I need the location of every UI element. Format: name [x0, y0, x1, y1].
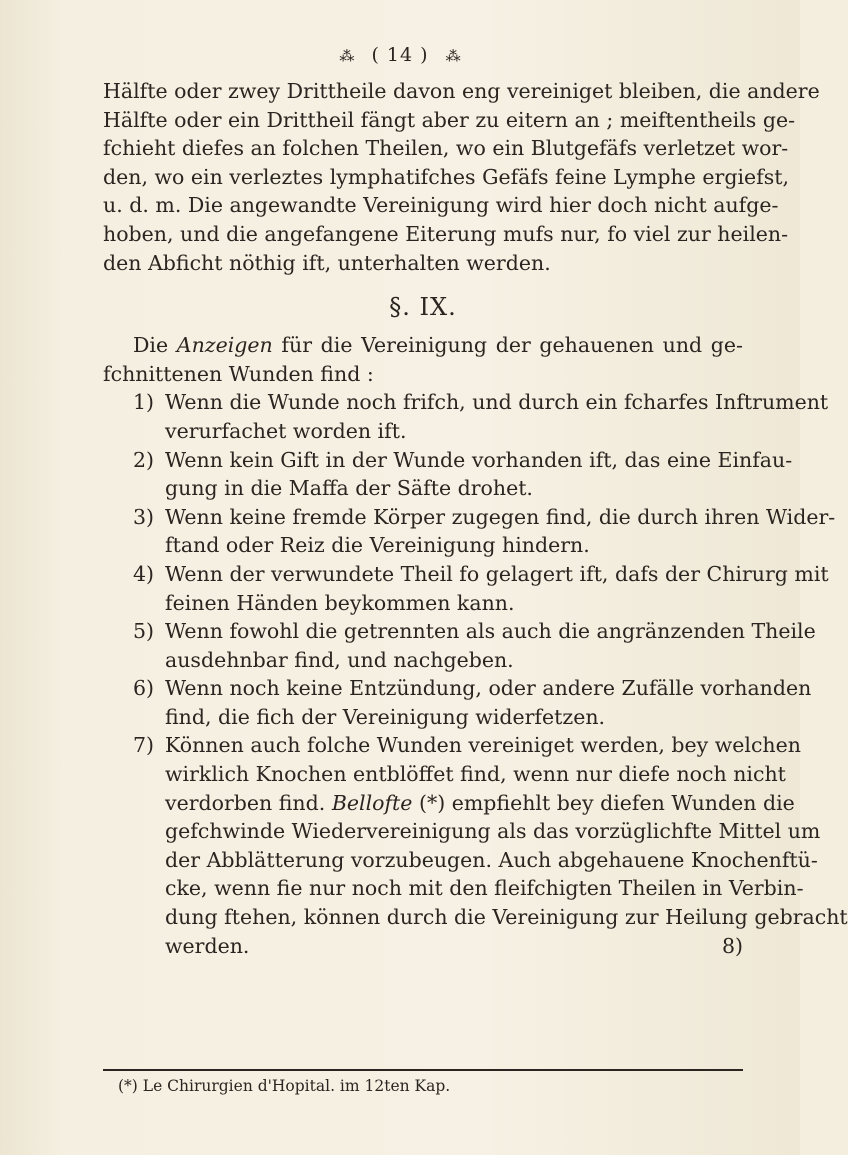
item-text: gefchwinde Wiedervereinigung als das vorzüglichfte Mittel um: [165, 819, 821, 844]
item-text: cke, wenn fie nur noch mit den fleifchigten Theilen in Verbin-: [165, 876, 804, 901]
intro-paragraph: [103, 331, 743, 388]
section-heading: §. IX.: [389, 293, 457, 322]
item-text: verurfachet worden ift.: [165, 418, 407, 443]
list-item: [103, 503, 836, 560]
item-number: 7): [133, 733, 155, 758]
item-text: find, die fich der Vereinigung widerfetzen.: [165, 704, 606, 729]
item-text: feinen Händen beykommen kann.: [165, 590, 515, 615]
item-text: ausdehnbar find, und nachgeben.: [165, 647, 514, 672]
page-number: ( 14 ): [371, 44, 429, 66]
text-line: den Abficht nöthig ift, unterhalten werden.: [103, 250, 551, 275]
text-line: Hälfte oder ein Drittheil fängt aber zu eitern an ; meiftentheils ge-: [103, 107, 796, 132]
item-text: Wenn die Wunde noch frifch, und durch ein fcharfes Inftrument: [165, 390, 829, 415]
item-number: 6): [133, 676, 155, 701]
text-line: u. d. m. Die angewandte Vereinigung wird hier doch nicht aufge-: [103, 193, 779, 218]
item-text: [133, 791, 795, 815]
list-item: [103, 674, 812, 731]
item-text: Wenn fowohl die getrennten als auch die angränzenden Theile: [165, 619, 816, 644]
item-text: Können auch folche Wunden vereiniget werden, bey welchen: [165, 733, 801, 758]
item-text: der Abblätterung vorzubeugen. Auch abgehauene Knochenftü-: [165, 847, 818, 872]
item-text: Wenn keine fremde Körper zugegen find, die durch ihren Wider-: [165, 504, 836, 529]
header-ornament-left: ⁂: [339, 47, 355, 65]
footnote: (*) Le Chirurgien d'Hopital. im 12ten Kap.: [118, 1077, 451, 1095]
author-name: Bellofte: [331, 790, 413, 815]
item-text-post: (*) empfiehlt bey diefen Wunden die: [418, 790, 795, 815]
page-body: [103, 77, 848, 960]
catchword: 8): [721, 933, 743, 958]
item-number: 3): [133, 504, 155, 529]
list: [103, 388, 848, 960]
item-text: Wenn kein Gift in der Wunde vorhanden ift, das eine Einfau-: [165, 447, 793, 472]
item-text: Wenn der verwundete Theil fo gelagert ift, dafs der Chirurg mit: [165, 561, 829, 586]
item-number: 1): [133, 390, 155, 415]
intro-emphasis: Anzeigen: [176, 333, 273, 358]
intro-pre: Die: [133, 333, 169, 358]
item-text: dung ftehen, können durch die Vereinigung zur Heilung gebracht: [165, 905, 848, 930]
list-item: [103, 617, 816, 674]
intro-post: für die Vereinigung der gehauenen und ge-: [281, 333, 743, 358]
intro-line-2: fchnittenen Wunden find :: [103, 361, 374, 386]
footnote-rule: [103, 1069, 743, 1071]
item-text: ftand oder Reiz die Vereinigung hindern.: [165, 533, 590, 558]
text-line: Hälfte oder zwey Drittheile davon eng vereiniget bleiben, die andere: [103, 79, 820, 103]
item-text: wirklich Knochen entblöffet find, wenn nur diefe noch nicht: [165, 762, 786, 787]
intro-line: [103, 331, 743, 360]
paragraph-continued: [103, 77, 820, 277]
item-text-pre: verdorben find.: [165, 790, 326, 815]
text-line: fchieht diefes an folchen Theilen, wo ein Blutgefäfs verletzet wor-: [103, 136, 789, 161]
item-text: werden.: [165, 933, 250, 958]
item-number: 2): [133, 447, 155, 472]
list-item-7: [103, 731, 848, 960]
item-number: 4): [133, 561, 155, 586]
header-ornament-right: ⁂: [445, 47, 461, 65]
list-item: [103, 560, 829, 617]
item-text: gung in die Maffa der Säfte drohet.: [165, 476, 533, 501]
list-item: [103, 446, 793, 503]
text-line: hoben, und die angefangene Eiterung mufs nur, fo viel zur heilen-: [103, 221, 789, 246]
page-header: [0, 44, 800, 66]
text-line: den, wo ein verleztes lymphatifches Gefäfs feine Lymphe ergiefst,: [103, 164, 789, 189]
item-number: 5): [133, 619, 155, 644]
list-item: [103, 388, 829, 445]
item-text: Wenn noch keine Entzündung, oder andere Zufälle vorhanden: [165, 676, 812, 701]
